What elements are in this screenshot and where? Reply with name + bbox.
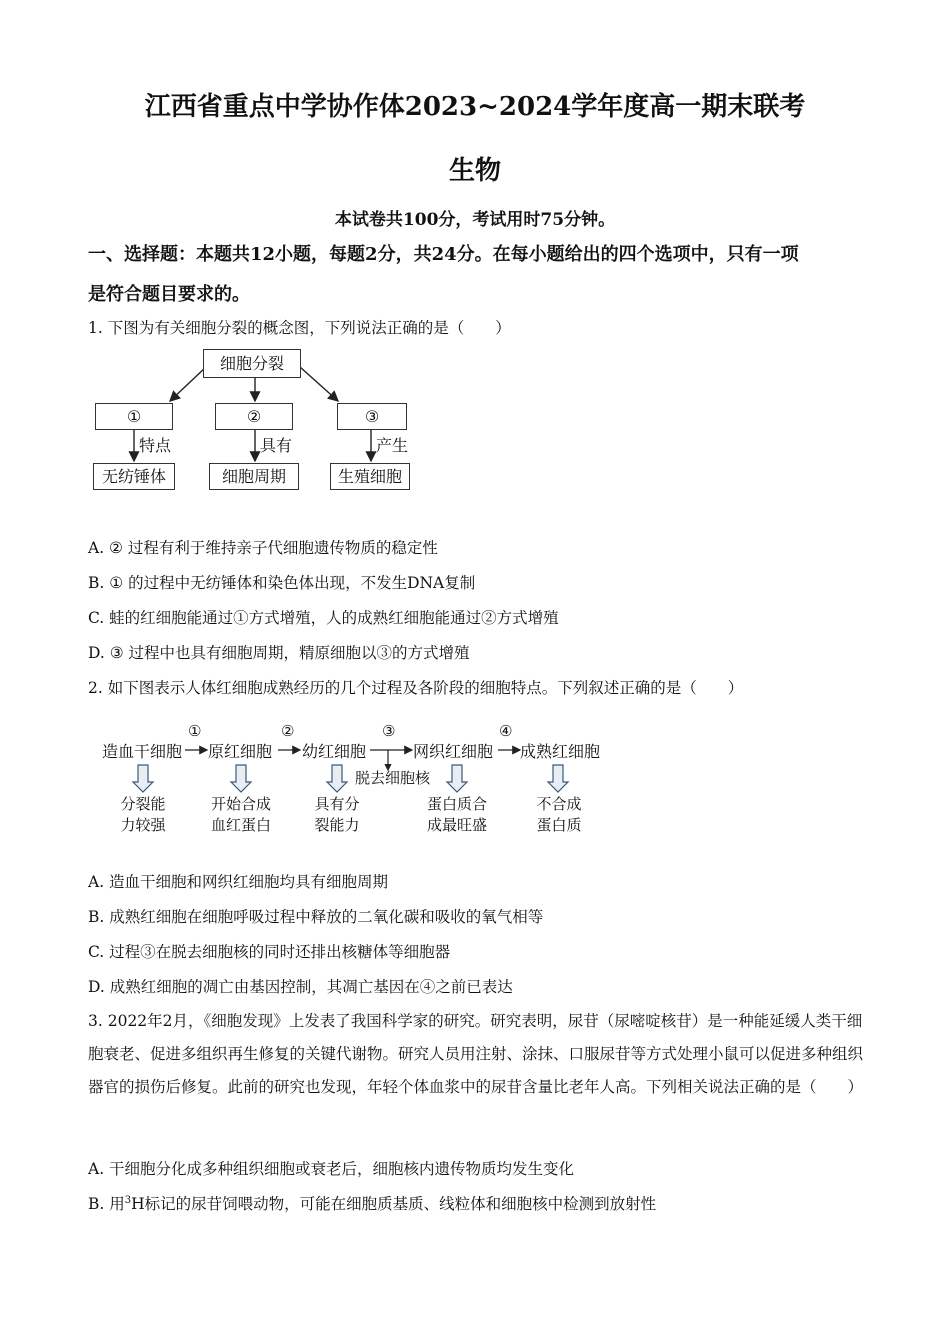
- q2-option-d: D. 成熟红细胞的凋亡由基因控制，其凋亡基因在④之前已表达: [88, 978, 513, 996]
- q2-stage-1: 造血干细胞: [102, 742, 183, 761]
- q2-feature-1: 分裂能 力较强: [120, 795, 166, 834]
- q1-leaf-3: 生殖细胞: [330, 463, 410, 490]
- q3-stem: 3. 2022年2月，《细胞发现》上发表了我国科学家的研究。研究表明，尿苷（尿嘧啶核苷）是一种能延缓人类干细胞衰老、促进多组织再生修复的关键代谢物。研究人员用注射、涂抹、口服尿苷等方式处理小鼠可以促进多种组织器官的损伤后修复。此前的研究也发现，年轻个体血浆中的尿苷含量比老年人高。下列相关说法正确的是（ ）: [88, 1012, 864, 1096]
- q1-relation-1: 特点: [139, 436, 172, 455]
- section-heading-line2: 是符合题目要求的。: [88, 284, 250, 305]
- subject-title: 生物: [448, 156, 501, 186]
- q1-node-3: ③: [337, 403, 407, 430]
- q1-leaf-2: 细胞周期: [209, 463, 299, 490]
- exam-info: 本试卷共100分，考试用时75分钟。: [334, 210, 616, 230]
- q1-option-a: A. ② 过程有利于维持亲子代细胞遗传物质的稳定性: [88, 539, 438, 557]
- q1-option-c: C. 蛙的红细胞能通过①方式增殖，人的成熟红细胞能通过②方式增殖: [88, 609, 559, 627]
- q2-stage-4: 网织红细胞: [413, 742, 494, 761]
- q1-node-1: ①: [95, 403, 173, 430]
- q1-root-box: 细胞分裂: [203, 349, 301, 378]
- q2-step-4: ④: [499, 722, 513, 740]
- q1-node-2: ②: [215, 403, 293, 430]
- q2-stage-5: 成熟红细胞: [520, 742, 601, 761]
- q3-option-a: A. 干细胞分化成多种组织细胞或衰老后，细胞核内遗传物质均发生变化: [88, 1160, 575, 1178]
- q2-step-2: ②: [281, 722, 295, 740]
- q2-stage-2: 原红细胞: [208, 742, 273, 761]
- page-title: 江西省重点中学协作体2023~2024学年度高一期末联考: [144, 92, 806, 122]
- q2-feature-4: 蛋白质合 成最旺盛: [426, 795, 487, 834]
- q2-option-b: B. 成熟红细胞在细胞呼吸过程中释放的二氧化碳和吸收的氧气相等: [88, 908, 544, 926]
- section-heading-line1: 一、选择题：本题共12小题，每题2分，共24分。在每小题给出的四个选项中，只有一项: [88, 244, 799, 265]
- q1-concept-diagram: [88, 345, 418, 495]
- q1-option-d: D. ③ 过程中也具有细胞周期，精原细胞以③的方式增殖: [88, 644, 470, 662]
- q1-stem: 1. 下图为有关细胞分裂的概念图，下列说法正确的是（ ）: [88, 319, 511, 337]
- q1-leaf-1: 无纺锤体: [93, 463, 175, 490]
- q2-stage-3: 幼红细胞: [302, 742, 367, 761]
- q2-note: 脱去细胞核: [355, 769, 431, 787]
- q3-option-b: B. 用$^3$H标记的尿苷饲喂动物，可能在细胞质基质、线粒体和细胞核中检测到放射性: [88, 1194, 657, 1213]
- q2-step-1: ①: [188, 722, 202, 740]
- q2-feature-2: 开始合成 血红蛋白: [210, 795, 271, 834]
- q1-option-b: B. ① 的过程中无纺锤体和染色体出现，不发生DNA复制: [88, 574, 476, 592]
- q2-process-diagram: [95, 722, 615, 842]
- q2-step-3: ③: [382, 722, 396, 740]
- q2-feature-5: 不合成 蛋白质: [536, 795, 582, 834]
- q1-relation-3: 产生: [376, 436, 409, 455]
- q2-option-a: A. 造血干细胞和网织红细胞均具有细胞周期: [88, 873, 389, 891]
- q2-stem: 2. 如下图表示人体红细胞成熟经历的几个过程及各阶段的细胞特点。下列叙述正确的是（ ）: [88, 679, 744, 697]
- q1-relation-2: 具有: [260, 436, 293, 455]
- q2-feature-3: 具有分 裂能力: [314, 795, 360, 834]
- q2-option-c: C. 过程③在脱去细胞核的同时还排出核糖体等细胞器: [88, 943, 451, 961]
